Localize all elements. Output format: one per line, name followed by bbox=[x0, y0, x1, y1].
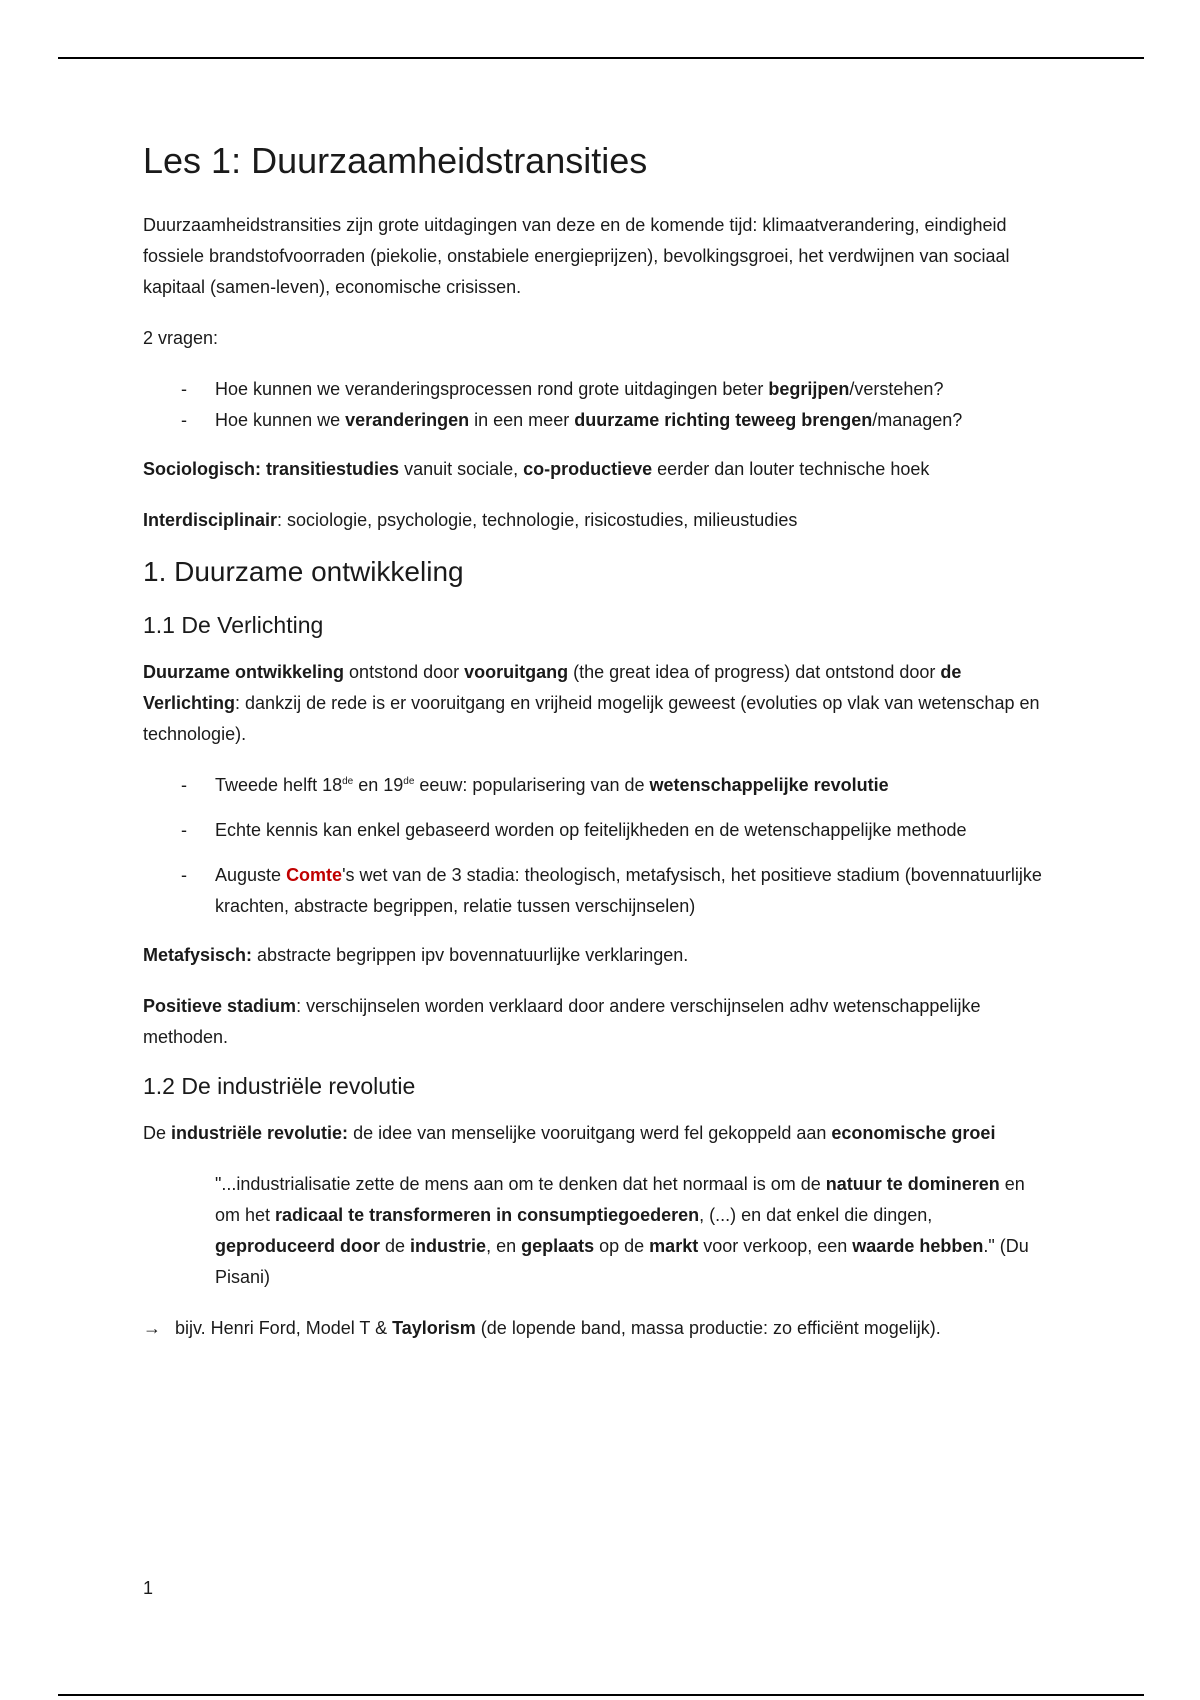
arrow-right-icon: → bbox=[143, 1318, 161, 1338]
sociological-paragraph: Sociologisch: transitiestudies vanuit sociale, co-productieve eerder dan louter technische hoek bbox=[143, 459, 930, 479]
questions-label: 2 vragen: bbox=[143, 328, 219, 348]
example-line: → bijv. Henri Ford, Model T & Taylorism (de lopende band, massa productie: zo efficiënt mogelijk). bbox=[143, 1313, 1043, 1344]
list-item: - Auguste Comte's wet van de 3 stadia: theologisch, metafysisch, het positieve stadium (bovennatuurlijke krachten, abstracte begrippen, relatie tussen verschijnselen) bbox=[143, 860, 1043, 922]
industrial-paragraph: De industriële revolutie: de idee van menselijke vooruitgang werd fel gekoppeld aan economische groei bbox=[143, 1123, 996, 1143]
header-rule bbox=[58, 57, 1144, 59]
subsection-heading: 1.2 De industriële revolutie bbox=[143, 1073, 416, 1099]
page-number: 1 bbox=[143, 1578, 154, 1598]
list-item: - Echte kennis kan enkel gebaseerd worden op feitelijkheden en de wetenschappelijke methode bbox=[143, 815, 1043, 846]
intro-paragraph: Duurzaamheidstransities zijn grote uitdagingen van deze en de komende tijd: klimaatverandering, eindigheid fossiele brandstofvoorraden (piekolie, onstabiele energieprijzen), bevolkingsgroei, het verdwijnen van sociaal kapitaal (samen-leven), economische crisissen. bbox=[143, 215, 1010, 297]
page-title: Les 1: Duurzaamheidstransities bbox=[143, 140, 648, 181]
verlichting-paragraph: Duurzame ontwikkeling ontstond door vooruitgang (the great idea of progress) dat ontstond door de Verlichting: dankzij de rede is er vooruitgang en vrijheid mogelijk geweest (evoluties op vlak van wetenschap en technologie). bbox=[143, 662, 1040, 744]
list-item: - Hoe kunnen we veranderingsprocessen rond grote uitdagingen beter begrijpen/verstehen? bbox=[143, 374, 1043, 405]
footer-rule bbox=[58, 1694, 1144, 1696]
questions-list bbox=[143, 374, 1043, 436]
section-heading: 1. Duurzame ontwikkeling bbox=[143, 556, 464, 587]
metaphysical-paragraph: Metafysisch: abstracte begrippen ipv bovennatuurlijke verklaringen. bbox=[143, 945, 689, 965]
document-body bbox=[143, 140, 1043, 1364]
subsection-heading: 1.1 De Verlichting bbox=[143, 612, 324, 638]
verlichting-list bbox=[143, 770, 1043, 922]
list-item: - Tweede helft 18de en 19de eeuw: popularisering van de wetenschappelijke revolutie bbox=[143, 770, 1043, 801]
positive-stage-paragraph: Positieve stadium: verschijnselen worden verklaard door andere verschijnselen adhv wetenschappelijke methoden. bbox=[143, 996, 981, 1047]
interdisciplinary-paragraph: Interdisciplinair: sociologie, psychologie, technologie, risicostudies, milieustudies bbox=[143, 510, 798, 530]
du-pisani-quote: "...industrialisatie zette de mens aan om te denken dat het normaal is om de natuur te domineren en om het radicaal te transformeren in consumptiegoederen, (...) en dat enkel die dingen, geproduceerd door de industrie, en geplaats op de markt voor verkoop, een waarde hebben." (Du Pisani) bbox=[215, 1174, 1029, 1287]
list-item: - Hoe kunnen we veranderingen in een meer duurzame richting teweeg brengen/managen? bbox=[143, 405, 1043, 436]
